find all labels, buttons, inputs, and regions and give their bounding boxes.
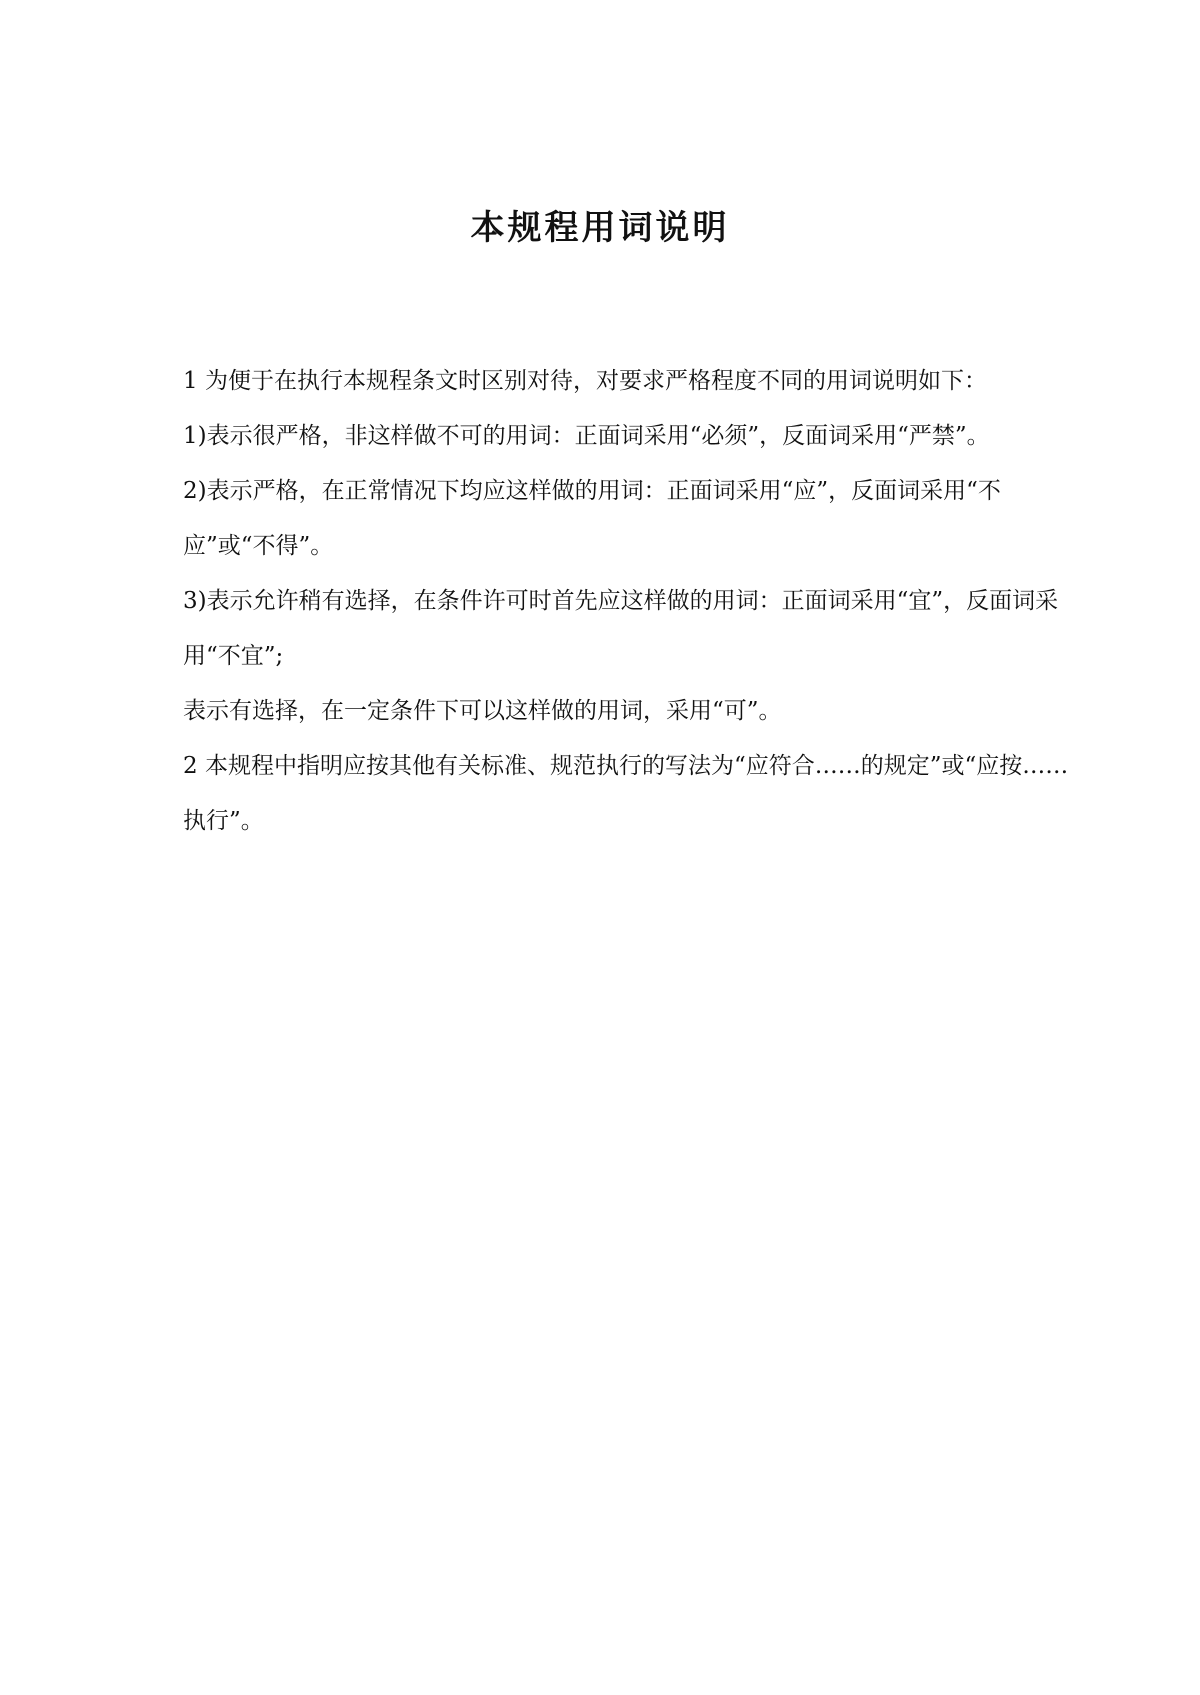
clause-1-item-2: 2)表示严格，在正常情况下均应这样做的用词：正面词采用“应”，反面词采用“不应”或“不得”。 bbox=[183, 478, 1001, 559]
clause-2: 2 本规程中指明应按其他有关标准、规范执行的写法为“应符合……的规定”或“应按……执行”。 bbox=[183, 753, 1069, 834]
clause-1-item-3-continued: 表示有选择，在一定条件下可以这样做的用词，采用“可”。 bbox=[183, 698, 782, 724]
document-title: 本规程用词说明 bbox=[470, 208, 730, 248]
clause-1-intro: 1 为便于在执行本规程条文时区别对待，对要求严格程度不同的用词说明如下： bbox=[183, 368, 987, 394]
clause-1-item-1: 1)表示很严格，非这样做不可的用词：正面词采用“必须”，反面词采用“严禁”。 bbox=[183, 423, 990, 449]
document-body bbox=[183, 354, 1087, 849]
clause-1-item-3: 3)表示允许稍有选择，在条件许可时首先应这样做的用词：正面词采用“宜”，反面词采用“不宜”; bbox=[183, 588, 1059, 669]
